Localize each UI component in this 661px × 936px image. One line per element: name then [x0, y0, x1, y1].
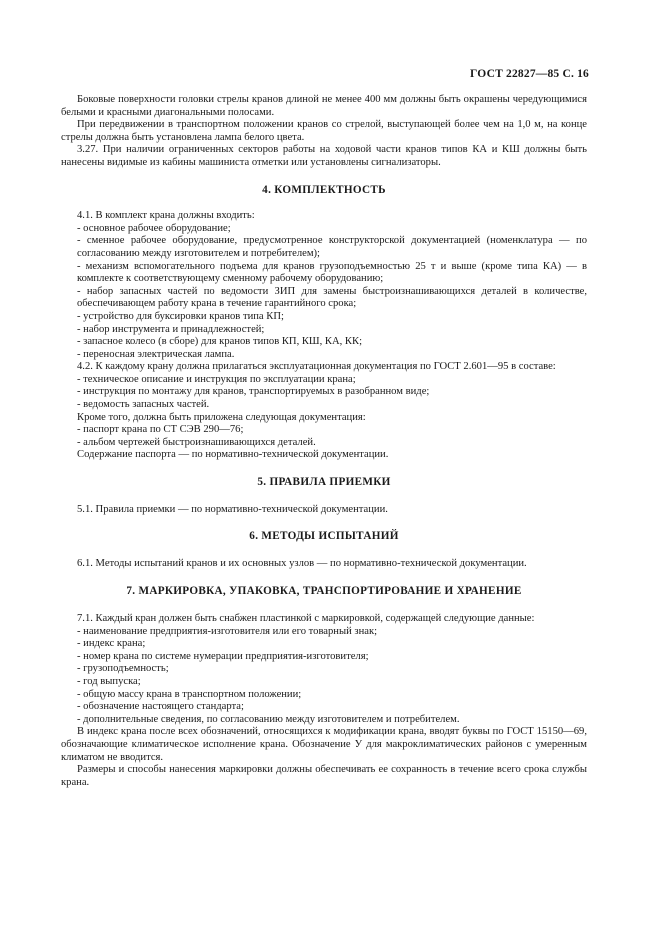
section-7-title: 7. МАРКИРОВКА, УПАКОВКА, ТРАНСПОРТИРОВАНИЕ И ХРАНЕНИЕ: [126, 585, 522, 598]
list-item: - индекс крана;: [77, 638, 146, 650]
paragraph: Содержание паспорта — по нормативно-технической документации.: [77, 449, 389, 461]
page-content: [61, 94, 587, 789]
list-item: - общую массу крана в транспортном положении;: [77, 688, 302, 700]
list-item: - переносная электрическая лампа.: [77, 348, 235, 360]
list-item: - механизм вспомогательного подъема для кранов грузоподъемностью 25 т и выше (кроме типа КА) — в комплекте к соответствующему сменному рабочему оборудованию;: [77, 260, 587, 285]
paragraph: В индекс крана после всех обозначений, относящихся к модификации крана, вводят буквы по ГОСТ 15150—69, обозначающие климатическое исполнение крана. Обозначение У для макроклиматических районов с умеренным климатом не вводится.: [61, 726, 587, 763]
list-item: - запасное колесо (в сборе) для кранов типов КП, КШ, КА, КК;: [77, 336, 363, 348]
paragraph: 4.2. К каждому крану должна прилагаться эксплуатационная документация по ГОСТ 2.601—95 в составе:: [77, 361, 556, 373]
list-item: - грузоподъемность;: [77, 663, 169, 675]
paragraph: 7.1. Каждый кран должен быть снабжен пластинкой с маркировкой, содержащей следующие данные:: [77, 613, 535, 624]
list-item: - набор инструмента и принадлежностей;: [77, 323, 265, 335]
paragraph: Боковые поверхности головки стрелы кранов длиной не менее 400 мм должны быть окрашены чередующимися белыми и красными диагональными полосами.: [61, 94, 587, 118]
list-item: - устройство для буксировки кранов типа КП;: [77, 310, 284, 322]
paragraph: 5.1. Правила приемки — по нормативно-технической документации.: [77, 503, 388, 515]
paragraph: 6.1. Методы испытаний кранов и их основных узлов — по нормативно-технической документации.: [77, 557, 527, 569]
paragraph: Кроме того, должна быть приложена следующая документация:: [77, 411, 366, 423]
list-item: - дополнительные сведения, по согласованию между изготовителем и потребителем.: [77, 713, 460, 725]
section-6-title: 6. МЕТОДЫ ИСПЫТАНИЙ: [249, 530, 399, 543]
list-item: - инструкция по монтажу для кранов, транспортируемых в разобранном виде;: [77, 386, 430, 398]
list-item: - наименование предприятия-изготовителя или его товарный знак;: [77, 625, 378, 637]
paragraph: 3.27. При наличии ограниченных секторов работы на ходовой части кранов типов КА и КШ должны быть нанесены видимые из кабины машиниста отметки или установлены сигнализаторы.: [61, 144, 587, 168]
list-item: - ведомость запасных частей.: [77, 399, 210, 411]
list-item: - набор запасных частей по ведомости ЗИП для замены быстроизнашивающихся деталей в количестве, обеспечивающем работу крана в течение гарантийного срока;: [77, 285, 587, 310]
page-header: ГОСТ 22827—85 С. 16: [470, 68, 589, 80]
list-item: - основное рабочее оборудование;: [77, 222, 231, 234]
section-4-title: 4. КОМПЛЕКТНОСТЬ: [262, 183, 386, 196]
list-item: - паспорт крана по СТ СЭВ 290—76;: [77, 424, 244, 436]
list-item: - год выпуска;: [77, 675, 141, 687]
list-item: - альбом чертежей быстроизнашивающихся деталей.: [77, 436, 316, 448]
paragraph: Размеры и способы нанесения маркировки должны обеспечивать ее сохранность в течение всего срока службы крана.: [61, 764, 587, 788]
paragraph: 4.1. В комплект крана должны входить:: [77, 210, 255, 222]
list-item: - техническое описание и инструкция по эксплуатации крана;: [77, 373, 356, 385]
paragraph: При передвижении в транспортном положении кранов со стрелой, выступающей более чем на 1,0 м, на конце стрелы должна быть установлена лампа белого цвета.: [61, 119, 587, 143]
list-item: - обозначение настоящего стандарта;: [77, 701, 244, 713]
section-5-title: 5. ПРАВИЛА ПРИЕМКИ: [257, 476, 391, 489]
list-item: - номер крана по системе нумерации предприятия-изготовителя;: [77, 650, 369, 662]
list-item: - сменное рабочее оборудование, предусмотренное конструкторской документацией (номенклатура — по согласованию между изготовителем и потребителем);: [77, 235, 587, 259]
